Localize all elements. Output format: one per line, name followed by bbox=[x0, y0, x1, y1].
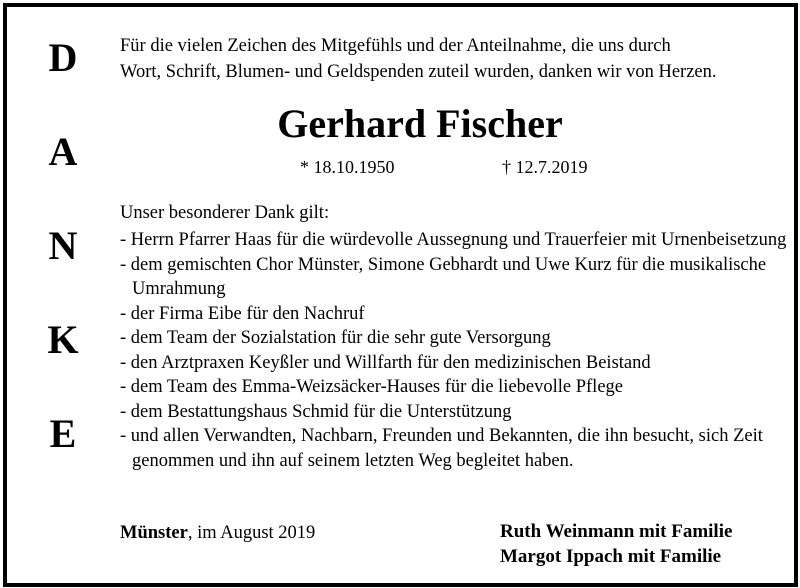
signature-line: Margot Ippach mit Familie bbox=[500, 546, 722, 567]
thanks-item: - und allen Verwandten, Nachbarn, Freunden und Bekannten, die ihn besucht, sich Zeit genommen und ihn auf seinem letzten Weg begleitet haben. bbox=[120, 426, 763, 471]
thanks-item: - dem Bestattungshaus Schmid für die Unterstützung bbox=[120, 401, 512, 422]
intro-text bbox=[120, 33, 790, 85]
danke-letter: K bbox=[47, 317, 79, 362]
danke-letter: E bbox=[49, 411, 77, 456]
thanks-item: - den Arztpraxen Keyßler und Willfarth für den medizinischen Beistand bbox=[120, 352, 651, 373]
place-date bbox=[120, 523, 315, 544]
thanks-item: - dem gemischten Chor Münster, Simone Gebhardt und Uwe Kurz für die musikalische Umrahmung bbox=[120, 254, 767, 299]
death-date: † 12.7.2019 bbox=[502, 157, 588, 177]
thanks-item: - dem Team der Sozialstation für die sehr gute Versorgung bbox=[120, 328, 551, 348]
deceased-name: Gerhard Fischer bbox=[277, 101, 563, 146]
danke-letter: D bbox=[48, 35, 78, 80]
thanks-item: - Herrn Pfarrer Haas für die würdevolle Aussegnung und Trauerfeier mit Urnenbeisetzung bbox=[120, 230, 787, 250]
intro-line: Für die vielen Zeichen des Mitgefühls und der Anteilnahme, die uns durch bbox=[120, 36, 671, 56]
intro-line: Wort, Schrift, Blumen- und Geldspenden zuteil wurden, danken wir von Herzen. bbox=[120, 62, 717, 82]
place-name: Münster bbox=[120, 523, 188, 543]
danke-letter: N bbox=[48, 223, 78, 268]
thanks-heading: Unser besonderer Dank gilt: bbox=[120, 203, 330, 223]
thanks-list bbox=[120, 228, 790, 473]
signature-line: Ruth Weinmann mit Familie bbox=[500, 521, 733, 542]
danke-letter: A bbox=[48, 129, 78, 174]
signatures bbox=[500, 519, 732, 569]
thanks-item: - der Firma Eibe für den Nachruf bbox=[120, 303, 365, 324]
birth-date: * 18.10.1950 bbox=[300, 157, 395, 177]
thanks-item: - dem Team des Emma-Weizsäcker-Hauses für die liebevolle Pflege bbox=[120, 377, 623, 397]
date-text: , im August 2019 bbox=[187, 523, 316, 543]
